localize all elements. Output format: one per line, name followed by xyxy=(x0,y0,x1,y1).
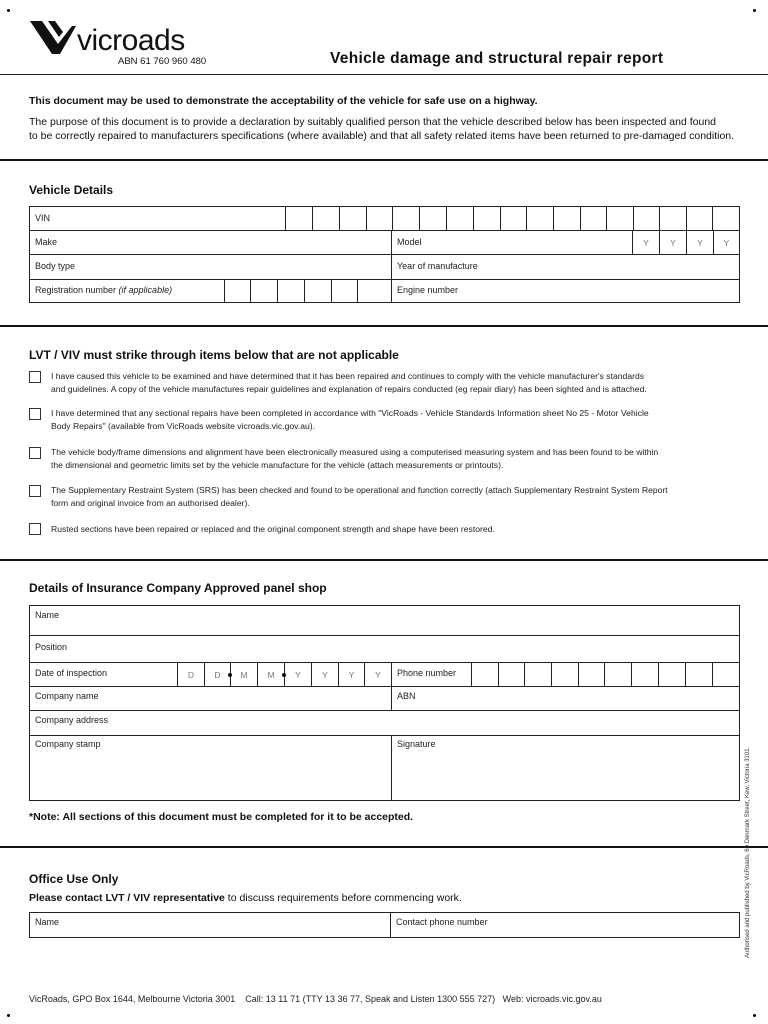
lvt-item-2-line-1: I have determined that any sectional repairs have been completed in accordance with "VicRoads - Vehicle Standards Information sheet No 25 - Motor Vehicle xyxy=(51,408,649,418)
signature-label: Signature xyxy=(397,739,436,749)
intro-line-1: The purpose of this document is to provide a declaration by suitably qualified person that the vehicle described below has been inspected and found xyxy=(29,116,717,128)
lvt-item-1 xyxy=(51,370,701,396)
date-box-month[interactable] xyxy=(257,663,284,686)
office-use-instruction xyxy=(29,892,462,904)
day-placeholder: D xyxy=(187,669,195,680)
year-placeholder: Y xyxy=(670,237,676,248)
model-year-box[interactable] xyxy=(686,231,713,254)
vin-box[interactable] xyxy=(553,207,580,230)
lvt-item-4-line-2: form and original invoice from an authorised dealer). xyxy=(51,498,250,508)
abn-number: ABN 61 760 960 480 xyxy=(118,56,207,67)
date-box-day[interactable] xyxy=(204,663,230,686)
office-name-field[interactable] xyxy=(30,913,390,937)
lvt-item-5-line-1: Rusted sections have been repaired or replaced and the original component strength and shape have been restored. xyxy=(51,524,495,534)
office-contact-phone-label: Contact phone number xyxy=(396,917,488,927)
abn-field[interactable] xyxy=(391,687,739,710)
vin-box[interactable] xyxy=(392,207,419,230)
year-of-manufacture-label: Year of manufacture xyxy=(397,261,478,271)
registration-box[interactable] xyxy=(357,280,391,302)
body-type-field[interactable] xyxy=(30,255,391,279)
phone-box[interactable] xyxy=(498,663,524,686)
company-address-label: Company address xyxy=(35,715,109,725)
lvt-item-3 xyxy=(51,446,701,472)
vin-box[interactable] xyxy=(366,207,392,230)
office-use-table xyxy=(29,912,740,938)
year-placeholder: Y xyxy=(375,669,381,680)
phone-number-label: Phone number xyxy=(397,668,457,678)
stamp-signature-row xyxy=(30,736,739,800)
abn-label: ABN xyxy=(397,691,416,701)
phone-box[interactable] xyxy=(551,663,578,686)
registration-box[interactable] xyxy=(304,280,331,302)
vin-box[interactable] xyxy=(526,207,553,230)
vicroads-logo-icon xyxy=(28,18,78,58)
model-field[interactable] xyxy=(391,231,632,254)
lvt-item-3-line-1: The vehicle body/frame dimensions and alignment have been electronically measured using a computerised measuring system and has been found to be within xyxy=(51,447,659,457)
vin-box[interactable] xyxy=(419,207,446,230)
year-placeholder: Y xyxy=(723,237,730,248)
divider xyxy=(0,159,768,161)
office-name-label: Name xyxy=(35,917,60,927)
checkbox-item-4[interactable] xyxy=(29,485,41,497)
name-label: Name xyxy=(35,610,60,620)
vin-box[interactable] xyxy=(606,207,633,230)
lvt-item-2 xyxy=(51,407,701,433)
vehicle-details-heading: Vehicle Details xyxy=(29,183,114,197)
phone-box[interactable] xyxy=(471,663,498,686)
position-label: Position xyxy=(35,642,68,652)
year-placeholder: Y xyxy=(643,237,649,248)
vin-box[interactable] xyxy=(339,207,366,230)
office-contact-phone-field[interactable] xyxy=(390,913,739,937)
company-stamp-label: Company stamp xyxy=(35,739,101,749)
panel-shop-table xyxy=(29,605,740,801)
date-box-day[interactable] xyxy=(177,663,204,686)
body-type-label: Body type xyxy=(35,261,76,271)
body-type-row xyxy=(30,255,739,280)
divider xyxy=(0,846,768,848)
date-box-year[interactable] xyxy=(284,663,311,686)
phone-box[interactable] xyxy=(604,663,631,686)
vehicle-details-table xyxy=(29,206,740,303)
date-phone-row xyxy=(30,663,739,687)
model-year-box[interactable] xyxy=(713,231,739,254)
vin-box[interactable] xyxy=(285,207,312,230)
registration-note: (if applicable) xyxy=(118,285,173,295)
intro-line-2: to be correctly repaired to manufacturers specifications (where available) and that all safety related items have been returned to pre-damaged condition. xyxy=(29,130,735,142)
vin-box[interactable] xyxy=(312,207,339,230)
make-model-row xyxy=(30,231,739,255)
office-use-contact-bold: Please contact LVT / VIV representative xyxy=(29,892,225,904)
authorisation-text: Authorised and published by VicRoads, 60 Denmark Street, Kew, Victoria 3101. xyxy=(745,746,751,958)
model-year-box[interactable] xyxy=(659,231,686,254)
panel-shop-heading: Details of Insurance Company Approved panel shop xyxy=(29,581,327,595)
checkbox-item-5[interactable] xyxy=(29,523,41,535)
date-separator-dot xyxy=(282,673,286,677)
registration-label xyxy=(35,285,172,295)
year-placeholder: Y xyxy=(697,237,703,248)
footer-contact: VicRoads, GPO Box 1644, Melbourne Victoria 3001 Call: 13 11 71 (TTY 13 36 77, Speak and Listen 1300 555 727) Web: vicroads.vic.gov.au xyxy=(29,994,602,1004)
vin-row xyxy=(30,207,739,231)
model-label: Model xyxy=(397,237,422,247)
year-placeholder: Y xyxy=(348,669,355,680)
vin-box[interactable] xyxy=(500,207,526,230)
office-use-contact-rest: to discuss requirements before commencing work. xyxy=(224,892,462,904)
date-box-year[interactable] xyxy=(338,663,364,686)
office-use-heading: Office Use Only xyxy=(29,872,119,886)
lvt-item-4-line-1: The Supplementary Restraint System (SRS) has been checked and found to be operational and function correctly (attach Supplementary Restraint System Report xyxy=(51,485,668,495)
month-placeholder: M xyxy=(240,669,248,680)
day-placeholder: D xyxy=(214,669,221,680)
lvt-item-1-line-2: and guidelines. A copy of the vehicle manufactures repair guidelines and explanation of repairs conducted (eg repair diary) has been sighted and is attached. xyxy=(51,384,647,394)
lvt-item-3-line-2: the dimensional and geometric limits set by the vehicle manufacture for the vehicle (attach measurements or printouts). xyxy=(51,460,504,470)
logo-wordmark: vicroads xyxy=(77,24,185,57)
make-label: Make xyxy=(35,237,58,247)
checkbox-item-1[interactable] xyxy=(29,371,41,383)
date-of-inspection-label: Date of inspection xyxy=(35,668,108,678)
checkbox-item-2[interactable] xyxy=(29,408,41,420)
year-of-manufacture-field[interactable] xyxy=(391,255,739,279)
engine-number-label: Engine number xyxy=(397,285,459,295)
month-placeholder: M xyxy=(267,669,275,680)
vin-box[interactable] xyxy=(446,207,473,230)
company-name-label: Company name xyxy=(35,691,99,701)
company-name-field[interactable] xyxy=(30,687,391,710)
registration-box[interactable] xyxy=(250,280,277,302)
vin-label: VIN xyxy=(35,213,51,223)
company-address-row[interactable] xyxy=(30,711,739,736)
model-year-box[interactable] xyxy=(632,231,659,254)
crop-mark xyxy=(753,9,756,12)
lvt-item-5 xyxy=(51,523,701,536)
phone-box[interactable] xyxy=(578,663,604,686)
date-box-month[interactable] xyxy=(230,663,257,686)
company-stamp-field[interactable] xyxy=(30,736,391,800)
phone-box[interactable] xyxy=(712,663,739,686)
completion-note: *Note: All sections of this document must be completed for it to be accepted. xyxy=(29,811,414,823)
checkbox-item-3[interactable] xyxy=(29,447,41,459)
date-box-year[interactable] xyxy=(311,663,338,686)
phone-box[interactable] xyxy=(524,663,551,686)
crop-mark xyxy=(753,1014,756,1017)
vin-box[interactable] xyxy=(659,207,686,230)
signature-field[interactable] xyxy=(391,736,739,800)
vin-box[interactable] xyxy=(633,207,659,230)
page-title: Vehicle damage and structural repair report xyxy=(330,50,664,67)
crop-mark xyxy=(7,1014,10,1017)
date-box-year[interactable] xyxy=(364,663,391,686)
name-row[interactable] xyxy=(30,606,739,636)
lvt-item-4 xyxy=(51,484,701,510)
position-row[interactable] xyxy=(30,636,739,663)
registration-row xyxy=(30,280,739,302)
vin-box[interactable] xyxy=(712,207,739,230)
registration-box[interactable] xyxy=(331,280,357,302)
year-placeholder: Y xyxy=(322,669,328,680)
registration-label-text: Registration number xyxy=(35,285,119,295)
vin-box[interactable] xyxy=(580,207,606,230)
crop-mark xyxy=(7,9,10,12)
registration-box[interactable] xyxy=(277,280,304,302)
phone-box[interactable] xyxy=(685,663,712,686)
lvt-heading: LVT / VIV must strike through items below that are not applicable xyxy=(29,348,399,362)
engine-number-field[interactable] xyxy=(391,280,739,302)
date-separator-dot xyxy=(228,673,232,677)
divider xyxy=(0,74,768,75)
vin-box[interactable] xyxy=(686,207,712,230)
make-field[interactable] xyxy=(30,231,391,254)
phone-box[interactable] xyxy=(631,663,658,686)
phone-number-field xyxy=(391,663,471,686)
phone-box[interactable] xyxy=(658,663,685,686)
lvt-item-2-line-2: Body Repairs" (available from VicRoads website vicroads.vic.gov.au). xyxy=(51,421,316,431)
divider xyxy=(0,559,768,561)
year-placeholder: Y xyxy=(295,669,301,680)
registration-box[interactable] xyxy=(224,280,250,302)
lvt-item-1-line-1: I have caused this vehicle to be examined and have determined that it has been repaired and continues to comply with the vehicle manufacturer's standards xyxy=(51,371,645,381)
intro-bold: This document may be used to demonstrate the acceptability of the vehicle for safe use on a highway. xyxy=(29,95,538,107)
divider xyxy=(0,325,768,327)
vin-box[interactable] xyxy=(473,207,500,230)
company-name-row xyxy=(30,687,739,711)
